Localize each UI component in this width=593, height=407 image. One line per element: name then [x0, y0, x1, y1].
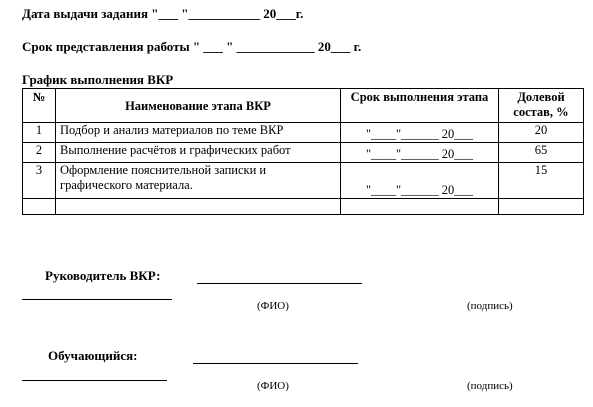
empty-cell: [341, 199, 499, 215]
supervisor-fio-caption: (ФИО): [257, 300, 289, 312]
row-share: 15: [499, 163, 584, 199]
student-fio-caption: (ФИО): [257, 380, 289, 392]
row-deadline: "____"______ 20___: [341, 123, 499, 143]
student-signature-line: [22, 380, 167, 381]
empty-cell: [499, 199, 584, 215]
supervisor-fio-line: [197, 283, 362, 284]
row-stage-name: Подбор и анализ материалов по теме ВКР: [56, 123, 341, 143]
student-fio-line: [193, 363, 358, 364]
issue-date-line: Дата выдачи задания "___ "___________ 20___г.: [22, 6, 304, 21]
row-stage-name: Оформление пояснительной записки и графического материала.: [56, 163, 341, 199]
table-row: [23, 143, 584, 163]
schedule-header-row: [23, 89, 584, 123]
table-row: [23, 163, 584, 199]
empty-cell: [23, 199, 56, 215]
col-share-header: Долевой состав, %: [499, 89, 584, 123]
table-row: [23, 123, 584, 143]
row-share: 65: [499, 143, 584, 163]
row-num: 2: [23, 143, 56, 163]
col-deadline-header: Срок выполнения этапа: [341, 89, 499, 123]
supervisor-label: Руководитель ВКР:: [45, 268, 161, 283]
row-num: 3: [23, 163, 56, 199]
table-row-empty: [23, 199, 584, 215]
student-signature-caption: (подпись): [467, 380, 513, 392]
submit-date-line: Срок представления работы " ___ " ____________ 20___ г.: [22, 39, 362, 54]
schedule-table: [22, 88, 584, 215]
row-deadline: "____"______ 20___: [341, 163, 499, 199]
supervisor-signature-line: [22, 299, 172, 300]
col-name-header: Наименование этапа ВКР: [56, 89, 341, 123]
supervisor-signature-caption: (подпись): [467, 300, 513, 312]
row-deadline: "____"______ 20___: [341, 143, 499, 163]
student-label: Обучающийся:: [48, 348, 138, 363]
col-num-header: №: [23, 89, 56, 123]
empty-cell: [56, 199, 341, 215]
row-stage-name: Выполнение расчётов и графических работ: [56, 143, 341, 163]
row-share: 20: [499, 123, 584, 143]
row-num: 1: [23, 123, 56, 143]
schedule-title: График выполнения ВКР: [22, 72, 174, 87]
